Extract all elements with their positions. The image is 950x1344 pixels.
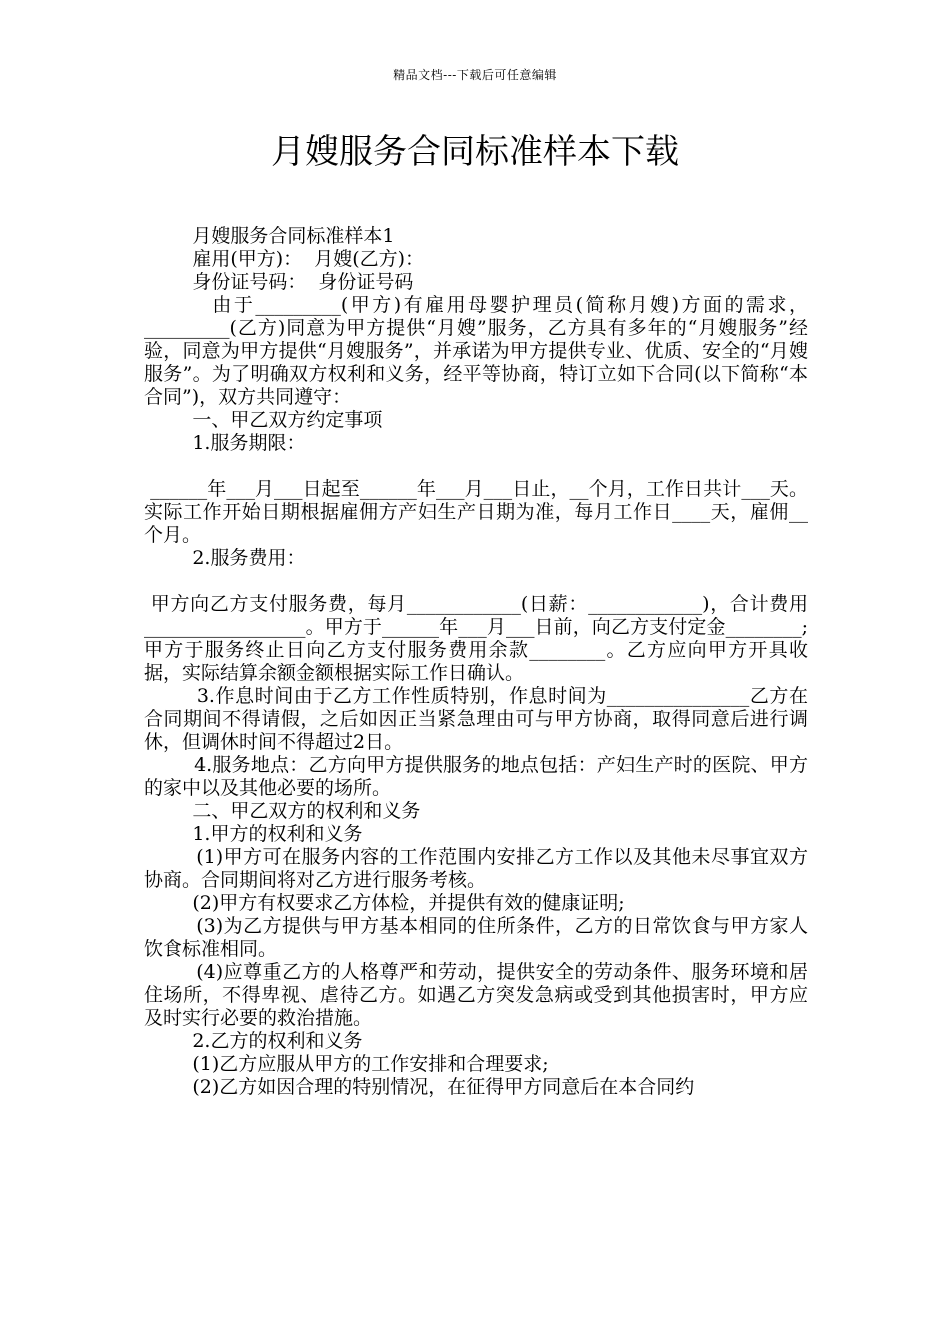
paragraph: 一、甲乙双方约定事项 (144, 409, 383, 431)
paragraph: 3.作息时间由于乙方工作性质特别，作息时间为_______________乙方在合同期间不得请假，之后如因正当紧急理由可与甲方协商，取得同意后进行调休，但调休时间不得超过2日。 (144, 685, 808, 753)
paragraph: 身份证号码： 身份证号码 (144, 271, 414, 293)
paragraph: (1)甲方可在服务内容的工作范围内安排乙方工作以及其他未尽事宜双方协商。合同期间将对乙方进行服务考核。 (144, 846, 808, 891)
paragraph: (2)乙方如因合理的特别情况，在征得甲方同意后在本合同约 (144, 1076, 695, 1098)
paragraph: 2.服务费用： (144, 547, 306, 569)
blank-line (144, 570, 808, 593)
document-body (144, 225, 808, 1099)
blank-line (144, 455, 808, 478)
paragraph: (4)应尊重乙方的人格尊严和劳动，提供安全的劳动条件、服务环境和居住场所，不得卑视、虐待乙方。如遇乙方突发急病或受到其他损害时，甲方应及时实行必要的救治措施。 (144, 961, 808, 1029)
paragraph: (3)为乙方提供与甲方基本相同的住所条件，乙方的日常饮食与甲方家人饮食标准相同。 (144, 915, 808, 960)
paragraph: 雇用(甲方)： 月嫂(乙方)： (144, 248, 425, 270)
paragraph: ______年___月___日起至______年___月___日止，__个月，工作日共计___天。实际工作开始日期根据雇佣方产妇生产日期为准，每月工作日____天，雇佣__个月。 (144, 478, 808, 546)
paragraph: 1.甲方的权利和义务 (144, 823, 363, 845)
paragraph: 1.服务期限： (144, 432, 306, 454)
paragraph: 二、甲乙双方的权利和义务 (144, 800, 421, 822)
page-header: 精品文档---下载后可任意编辑 (393, 68, 557, 82)
paragraph: (2)甲方有权要求乙方体检，并提供有效的健康证明; (144, 892, 625, 914)
paragraph: (1)乙方应服从甲方的工作安排和合理要求; (144, 1053, 549, 1075)
paragraph: 4.服务地点：乙方向甲方提供服务的地点包括：产妇生产时的医院、甲方的家中以及其他必要的场所。 (144, 754, 808, 799)
document-title: 月嫂服务合同标准样本下载 (271, 132, 679, 172)
paragraph: 月嫂服务合同标准样本1 (144, 225, 395, 247)
paragraph: 由于_________(甲方)有雇用母婴护理员(简称月嫂)方面的需求，_________(乙方)同意为甲方提供“月嫂”服务，乙方具有多年的“月嫂服务”经验，同意为甲方提供“月嫂服务”，并承诺为甲方提供专业、优质、安全的“月嫂服务”。为了明确双方权利和义务，经平等协商，特订立如下合同(以下简称“本合同”)，双方共同遵守： (144, 294, 808, 408)
paragraph: 甲方向乙方支付服务费，每月____________(日薪：____________)，合计费用_________________。甲方于______年___月___日前，向乙方支付定金________;甲方于服务终止日向乙方支付服务费用余款________。乙方应向甲方开具收据，实际结算余额金额根据实际工作日确认。 (144, 593, 809, 684)
paragraph: 2.乙方的权利和义务 (144, 1030, 363, 1052)
